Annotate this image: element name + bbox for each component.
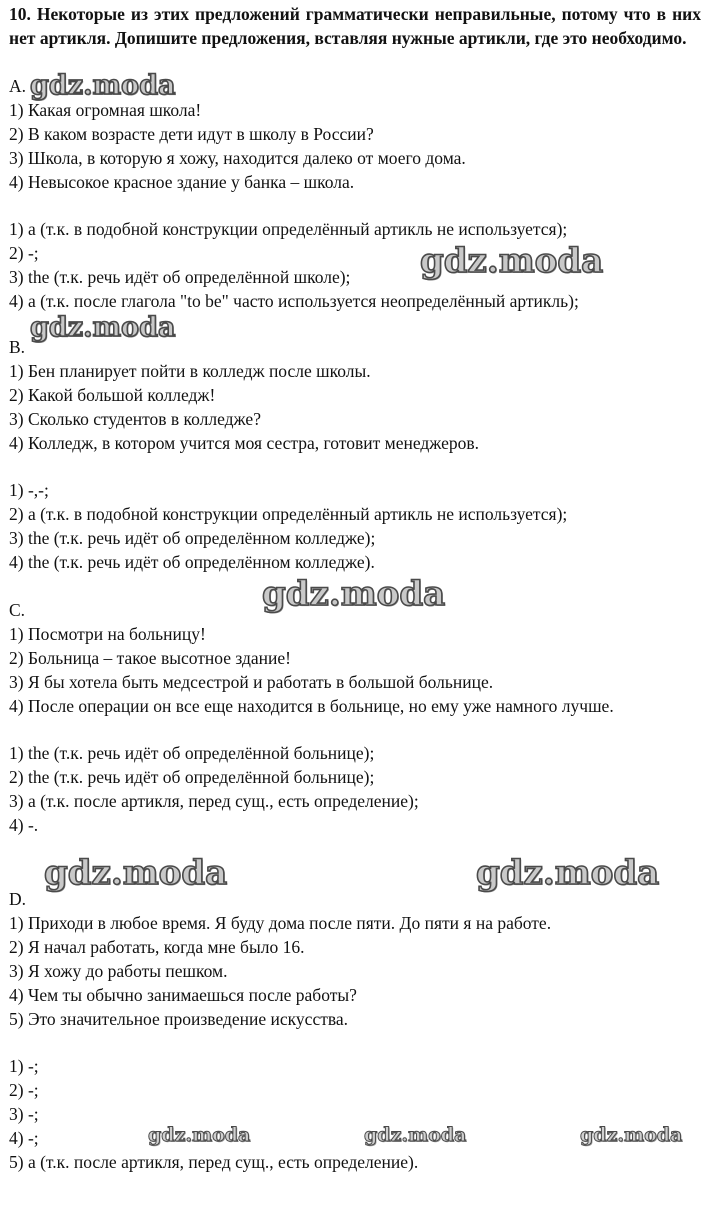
watermark: gdz.moda — [30, 312, 176, 343]
sentence: 5) Это значительное произведение искусства. — [9, 1009, 349, 1029]
answer: 1) -; — [9, 1056, 39, 1076]
section-label: B. — [9, 337, 26, 357]
answer: 2) the (т.к. речь идёт об определённой больнице); — [9, 767, 375, 787]
watermark: gdz.moda — [44, 853, 228, 893]
answer: 2) -; — [9, 243, 39, 263]
watermark: gdz.moda — [364, 1124, 467, 1146]
sentence: 2) В каком возрасте дети идут в школу в России? — [9, 124, 374, 144]
sentence: 1) Приходи в любое время. Я буду дома после пяти. До пяти я на работе. — [9, 913, 552, 933]
watermark: gdz.moda — [262, 574, 446, 614]
sentence: 2) Какой большой колледж! — [9, 385, 216, 405]
sentence: 3) Я бы хотела быть медсестрой и работать в большой больнице. — [9, 672, 494, 692]
section-label: A. — [9, 76, 27, 96]
answer: 4) -. — [9, 815, 39, 835]
answer: 1) the (т.к. речь идёт об определённой больнице); — [9, 743, 375, 763]
answer: 4) a (т.к. после глагола "to be" часто используется неопределённый артикль); — [9, 291, 579, 311]
sentence: 2) Я начал работать, когда мне было 16. — [9, 937, 305, 957]
watermark: gdz.moda — [476, 853, 660, 893]
sentence: 4) Невысокое красное здание у банка – школа. — [9, 172, 355, 192]
answer: 3) a (т.к. после артикля, перед сущ., есть определение); — [9, 791, 419, 811]
sentence: 1) Какая огромная школа! — [9, 100, 202, 120]
answer: 5) a (т.к. после артикля, перед сущ., есть определение). — [9, 1152, 419, 1172]
section-label: D. — [9, 889, 27, 909]
watermark: gdz.moda — [30, 70, 176, 101]
answer: 1) a (т.к. в подобной конструкции определённый артикль не используется); — [9, 219, 568, 239]
watermark: gdz.moda — [580, 1124, 683, 1146]
sentence: 4) Колледж, в котором учится моя сестра, готовит менеджеров. — [9, 433, 480, 453]
task-heading: 10. Некоторые из этих предложений грамматически неправильные, потому что в них нет артикля. Допишите предложения, вставляя нужные артикли, где это необходимо. — [9, 4, 701, 48]
watermark: gdz.moda — [148, 1124, 251, 1146]
answer: 2) -; — [9, 1080, 39, 1100]
sentence: 3) Сколько студентов в колледже? — [9, 409, 261, 429]
sentence: 3) Школа, в которую я хожу, находится далеко от моего дома. — [9, 148, 466, 168]
sentence: 4) После операции он все еще находится в больнице, но ему уже намного лучше. — [9, 696, 614, 716]
answer: 3) the (т.к. речь идёт об определённой школе); — [9, 267, 351, 287]
sentence: 1) Бен планирует пойти в колледж после школы. — [9, 361, 371, 381]
answer: 3) the (т.к. речь идёт об определённом колледже); — [9, 528, 376, 548]
answer: 4) -; — [9, 1128, 39, 1148]
answer: 3) -; — [9, 1104, 39, 1124]
watermark: gdz.moda — [420, 241, 604, 281]
answer: 1) -,-; — [9, 480, 49, 500]
section-b — [9, 335, 703, 574]
sentence: 1) Посмотри на больницу! — [9, 624, 206, 644]
section-label: C. — [9, 600, 26, 620]
sentence: 4) Чем ты обычно занимаешься после работы? — [9, 985, 357, 1005]
section-c — [9, 598, 703, 837]
sentence: 3) Я хожу до работы пешком. — [9, 961, 228, 981]
sentence: 2) Больница – такое высотное здание! — [9, 648, 291, 668]
answer: 4) the (т.к. речь идёт об определённом колледже). — [9, 552, 375, 572]
answer: 2) a (т.к. в подобной конструкции определённый артикль не используется); — [9, 504, 568, 524]
